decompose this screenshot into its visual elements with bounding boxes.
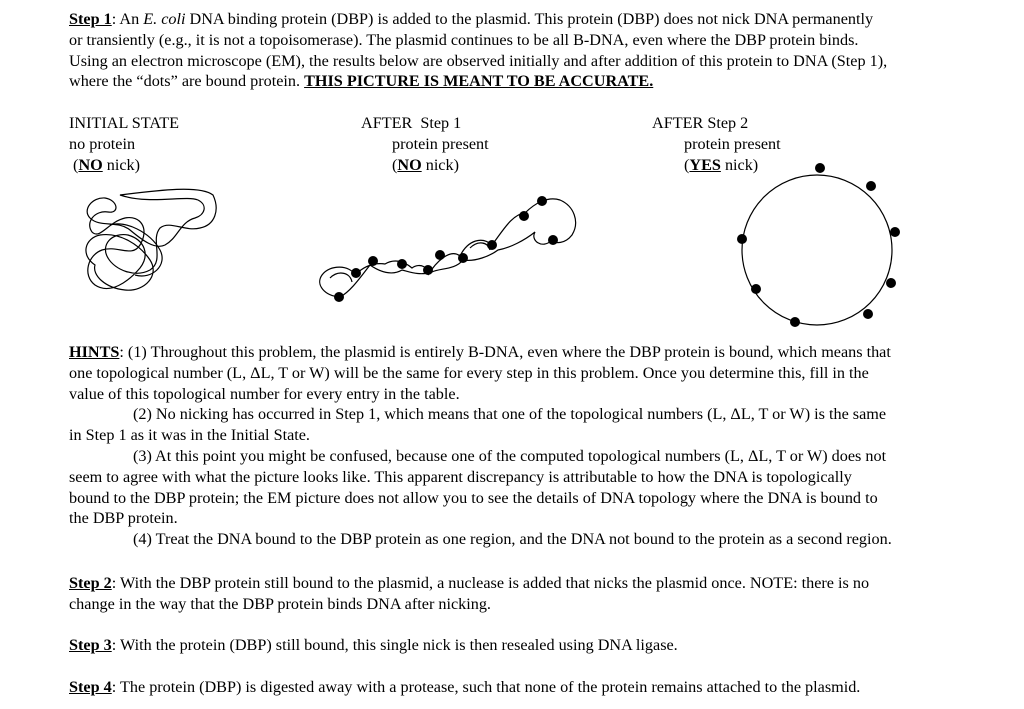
protein-dot	[397, 259, 407, 269]
step3-label: Step 3	[69, 636, 112, 654]
state-protein: protein present	[392, 134, 489, 153]
protein-dot	[519, 211, 529, 221]
state-nick: (YES nick)	[684, 155, 759, 174]
state-title: AFTER Step 2	[652, 114, 749, 132]
hint-3-line-1: (3) At this point you might be confused, because one of the computed topological numbers (L, ΔL, T or W) does not	[133, 446, 887, 465]
state-protein: protein present	[684, 134, 781, 153]
protein-dot	[351, 268, 361, 278]
protein-dot	[890, 227, 900, 237]
state-nick: (NO nick)	[392, 155, 459, 174]
protein-dot	[537, 196, 547, 206]
hint-3-line-3: bound to the DBP protein; the EM picture does not allow you to see the details of DNA topology where the DNA is bound to	[69, 488, 878, 507]
hint-3-line-4: the DBP protein.	[69, 509, 178, 528]
hint-4-line-1: (4) Treat the DNA bound to the DBP protein as one region, and the DNA not bound to the protein as a second region.	[133, 530, 892, 549]
step2-line-2: change in the way that the DBP protein binds DNA after nicking.	[69, 594, 491, 613]
nick-status: YES	[689, 155, 721, 174]
hints-label: HINTS	[69, 343, 120, 361]
protein-dot	[487, 240, 497, 250]
protein-dot	[423, 265, 433, 275]
tangled-plasmid-drawing	[86, 189, 216, 290]
step1-line-3: Using an electron microscope (EM), the results below are observed initially and after addition of this protein to DNA (Step 1),	[69, 51, 888, 70]
relaxed-plasmid-drawing	[742, 175, 892, 325]
hint-3-line-2: seem to agree with what the picture looks like. This apparent discrepancy is attributable to how the DNA is topologically	[69, 467, 852, 486]
step4-paragraph: Step 4: The protein (DBP) is digested away with a protease, such that none of the protein remains attached to the plasmid.	[69, 678, 861, 696]
protein-dot	[863, 309, 873, 319]
hint-1-line-3: value of this topological number for every entry in the table.	[69, 384, 460, 403]
hint-1-line-1: HINTS: (1) Throughout this problem, the plasmid is entirely B-DNA, even where the DBP protein is bound, which means that	[69, 343, 891, 361]
protein-dot	[737, 234, 747, 244]
protein-dot	[334, 292, 344, 302]
protein-dot	[751, 284, 761, 294]
nick-status: NO	[397, 155, 422, 174]
hint-1-line-2: one topological number (L, ΔL, T or W) will be the same for every step in this problem. Once you determine this, fill in the	[69, 363, 869, 382]
protein-dot	[458, 253, 468, 263]
step1-text-b: DNA binding protein (DBP) is added to the plasmid. This protein (DBP) does not nick DNA permanently	[185, 10, 874, 28]
step2-line-1: Step 2: With the DBP protein still bound to the plasmid, a nuclease is added that nicks the plasmid once. NOTE: there is no	[69, 574, 870, 592]
protein-dot	[815, 163, 825, 173]
state-nick: (NO nick)	[69, 155, 141, 174]
plasmid-with-protein-drawing	[320, 199, 576, 297]
step4-label: Step 4	[69, 678, 112, 696]
protein-dots-step1	[334, 196, 558, 302]
nick-status: NO	[78, 155, 103, 174]
state-title: INITIAL STATE	[69, 114, 180, 132]
protein-dot	[548, 235, 558, 245]
protein-dot	[368, 256, 378, 266]
hint-2-line-2: in Step 1 as it was in the Initial State.	[69, 426, 310, 445]
relaxed-circle	[742, 175, 892, 325]
step3-paragraph: Step 3: With the protein (DBP) still bound, this single nick is then resealed using DNA ligase.	[69, 636, 678, 654]
protein-dot	[866, 181, 876, 191]
state-protein: no protein	[69, 134, 136, 153]
protein-dot	[790, 317, 800, 327]
hint-2-line-1: (2) No nicking has occurred in Step 1, which means that one of the topological numbers (L, ΔL, T or W) is the same	[133, 405, 887, 424]
protein-dot	[435, 250, 445, 260]
step2-paragraph	[69, 573, 1004, 615]
step1-label: Step 1	[69, 10, 112, 28]
hints-section	[69, 342, 1004, 550]
organism-name: E. coli	[143, 10, 186, 28]
step1-text-a: : An	[111, 10, 144, 28]
step1-text-c: where the “dots” are bound protein.	[69, 72, 305, 91]
step2-label: Step 2	[69, 574, 112, 592]
protein-dot	[886, 278, 896, 288]
accuracy-note: THIS PICTURE IS MEANT TO BE ACCURATE.	[304, 72, 654, 91]
state-title: AFTER Step 1	[361, 114, 462, 132]
step1-line-2: or transiently (e.g., it is not a topoisomerase). The plasmid continues to be all B-DNA, even where the DBP protein binds.	[69, 30, 859, 49]
protein-dots-step2	[737, 163, 900, 327]
